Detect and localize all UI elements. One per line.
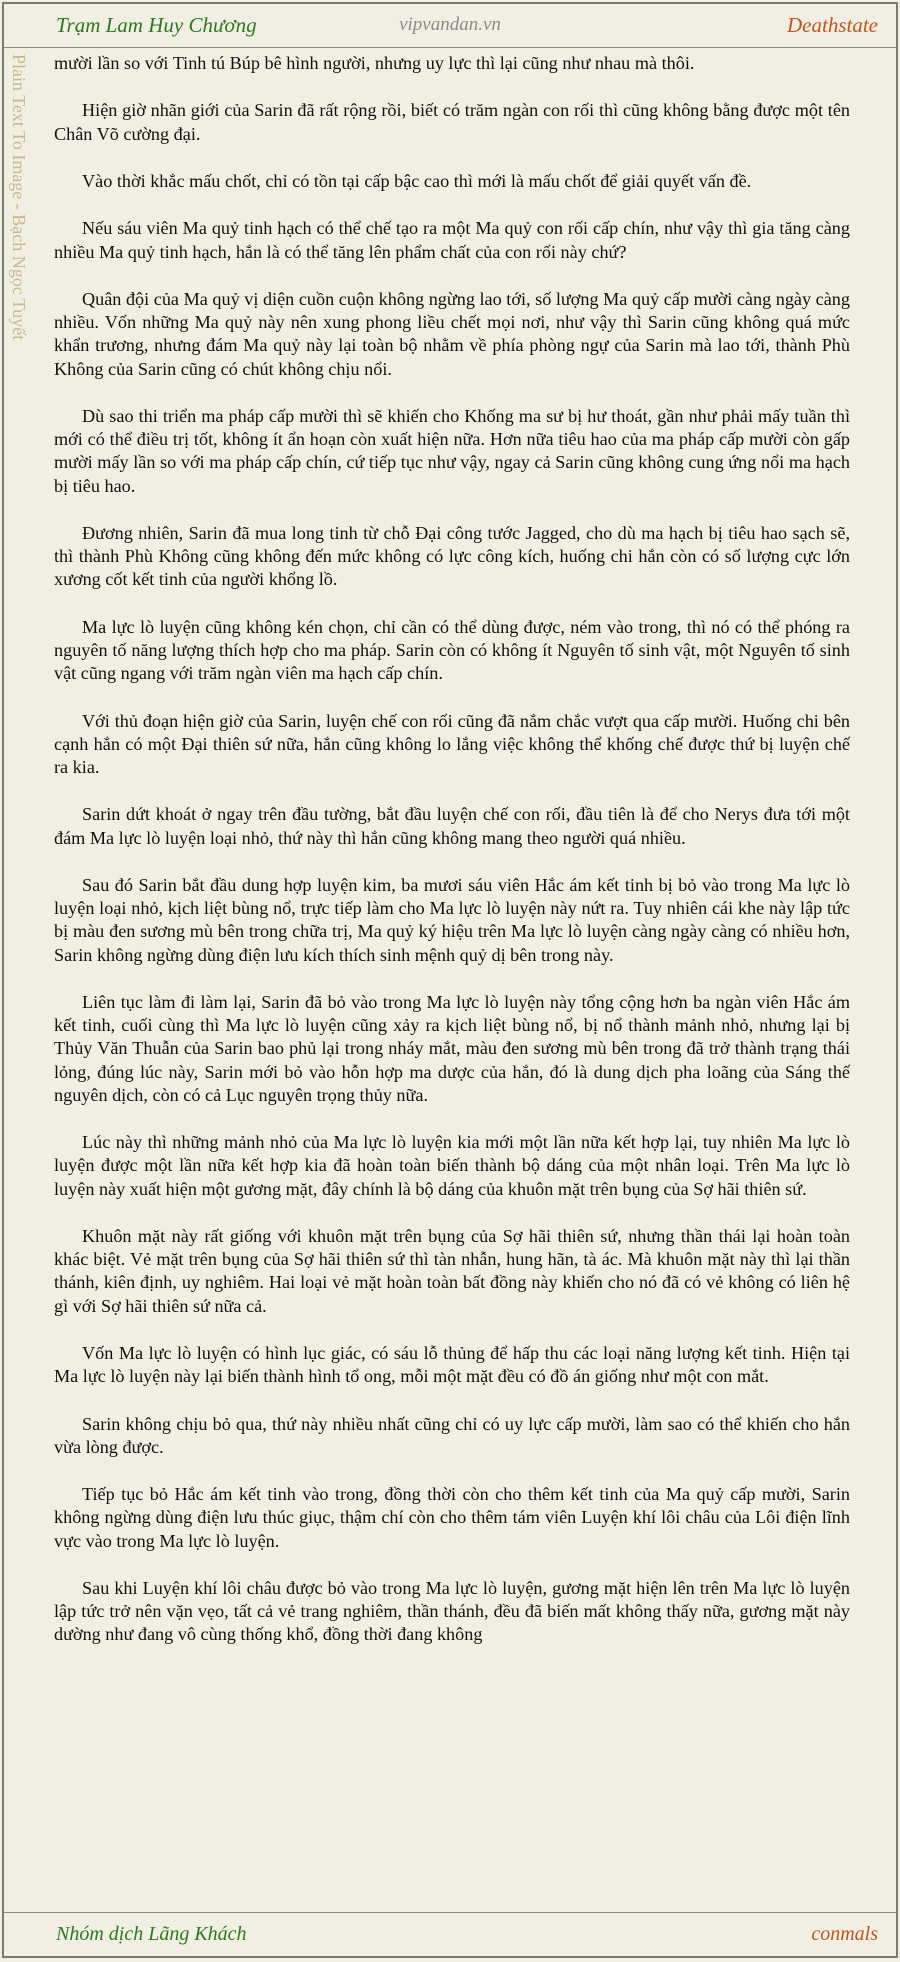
paragraph: Với thủ đoạn hiện giờ của Sarin, luyện chế con rối cũng đã nắm chắc vượt qua cấp mười. Huống chi bên cạnh hắn có một Đại thiên sứ nữa, hắn cũng không lo lắng việc không thể khống chế được thứ bị luyện chế ra kia. [54,710,850,777]
footer-uploader: conmals [811,1923,878,1945]
paragraph: Ma lực lò luyện cũng không kén chọn, chỉ cần có thể dùng được, ném vào trong, thì nó có thể phóng ra nguyên tố năng lượng thích hợp cho ma pháp. Sarin còn có không ít Nguyên tố sinh vật, một Nguyên tố sinh vật cũng ngang với trăm ngàn viên ma hạch cấp chín. [54,616,850,684]
footer-translation-group: Nhóm dịch Lãng Khách [56,1923,247,1945]
page [2,2,898,1958]
paragraph: Quân đội của Ma quỷ vị diện cuồn cuộn không ngừng lao tới, số lượng Ma quỷ cấp mười càng ngày càng nhiều. Vốn những Ma quỷ này nên xung phong liều chết mọi nơi, như vậy thì Sarin cũng không quá mức khẩn trương, nhưng đám Ma quỷ này lại toàn bộ nhằm về phía phòng ngự của Sarin mà lao tới, thành Phù Không của Sarin cũng có chút không chịu nổi. [54,288,850,379]
chapter-text [54,52,850,1671]
header-editor-name: Deathstate [787,13,878,37]
header-translator-team: Trạm Lam Huy Chương [56,13,257,37]
paragraph: Sau đó Sarin bắt đầu dung hợp luyện kim, ba mươi sáu viên Hắc ám kết tinh bị bỏ vào trong Ma lực lò luyện loại nhỏ, kịch liệt bùng nổ, trực tiếp làm cho Ma lực lò luyện này nứt ra. Tuy nhiên cái khe này lập tức bị màu đen sương mù bên trong chữa trị, Ma quỷ ký hiệu trên Ma lực lò luyện càng ngày càng có nhiều hơn, Sarin không ngừng dùng điện lưu kích thích sinh mệnh quỷ dị bên trong này. [54,874,850,965]
paragraph: Hiện giờ nhãn giới của Sarin đã rất rộng rồi, biết có trăm ngàn con rối thì cũng không bằng được một tên Chân Võ cường đại. [54,100,850,144]
paragraph: Sau khi Luyện khí lôi châu được bỏ vào trong Ma lực lò luyện, gương mặt hiện lên trên Ma lực lò luyện lập tức trở nên vặn vẹo, tất cả vẻ trang nghiêm, thần thánh, đều đã biến mất không thấy nữa, gương mặt này dường như đang vô cùng thống khổ, đồng thời đang không [54,1577,850,1645]
paragraph: Sarin dứt khoát ở ngay trên đầu tường, bắt đầu luyện chế con rối, đầu tiên là để cho Nerys đưa tới một đám Ma lực lò luyện loại nhỏ, thứ này thì hắn cũng không mang theo người quá nhiều. [54,804,850,848]
paragraph: Tiếp tục bỏ Hắc ám kết tinh vào trong, đồng thời còn cho thêm kết tinh của Ma quỷ cấp mười, Sarin không ngừng dùng điện lưu thúc giục, thậm chí còn cho thêm tám viên Luyện khí lôi châu của Lôi điện lĩnh vực vào trong Ma lực lò luyện. [54,1484,850,1551]
paragraph: Vào thời khắc mấu chốt, chỉ có tồn tại cấp bậc cao thì mới là mấu chốt để giải quyết vấn đề. [82,170,752,191]
paragraph: Dù sao thi triển ma pháp cấp mười thì sẽ khiến cho Khống ma sư bị hư thoát, gần như phải mấy tuần thì mới có thể điều trị tốt, không ít ẩn hoạn còn xuất hiện nữa. Hơn nữa tiêu hao của ma pháp cấp mười còn gấp mười mấy lần so với ma pháp cấp chín, cứ tiếp tục như vậy, ngay cả Sarin cũng không cung ứng nổi ma hạch bị tiêu hao. [54,405,850,496]
paragraph: Sarin không chịu bỏ qua, thứ này nhiều nhất cũng chỉ có uy lực cấp mười, làm sao có thể khiến cho hắn vừa lòng được. [54,1413,850,1457]
paragraph: Vốn Ma lực lò luyện có hình lục giác, có sáu lỗ thủng để hấp thu các loại năng lượng kết tinh. Hiện tại Ma lực lò luyện này lại biến thành hình tổ ong, mỗi một mặt đều có đồ án giống như một con mắt. [54,1342,850,1387]
paragraph: mười lần so với Tinh tú Búp bê hình người, nhưng uy lực thì lại cũng như nhau mà thôi. [54,53,695,73]
paragraph: Đương nhiên, Sarin đã mua long tinh từ chỗ Đại công tước Jagged, cho dù ma hạch bị tiêu hao sạch sẽ, thì thành Phù Không cũng không đến mức không có lực công kích, huống chi hắn còn có số lượng cực lớn xương cốt kết tinh của người khổng lồ. [54,522,850,590]
side-watermark-text: Plain Text To Image - Bạch Ngọc Tuyết [9,54,29,341]
page-footer [4,1912,896,1956]
paragraph: Khuôn mặt này rất giống với khuôn mặt trên bụng của Sợ hãi thiên sứ, nhưng thần thái lại hoàn toàn khác biệt. Vẻ mặt trên bụng của Sợ hãi thiên sứ thì tàn nhẫn, hung hãn, tà ác. Mà khuôn mặt này thì lại thần thánh, kiên định, uy nghiêm. Hai loại vẻ mặt hoàn toàn bất đồng này khiến cho nó đã có vẻ không có liên hệ gì với Sợ hãi thiên sứ nữa cả. [54,1225,850,1316]
paragraph: Lúc này thì những mảnh nhỏ của Ma lực lò luyện kia mới một lần nữa kết hợp lại, tuy nhiên Ma lực lò luyện được một lần nữa kết hợp kia đã hoàn toàn biến thành bộ dáng của một nhân loại. Trên Ma lực lò luyện này xuất hiện một gương mặt, đây chính là bộ dáng của khuôn mặt trên bụng của Sợ hãi thiên sứ. [54,1132,850,1199]
header-site-name: vipvandan.vn [399,14,501,35]
page-header [4,4,896,48]
paragraph: Liên tục làm đi làm lại, Sarin đã bỏ vào trong Ma lực lò luyện này tổng cộng hơn ba ngàn viên Hắc ám kết tinh, cuối cùng thì Ma lực lò luyện cũng xảy ra kịch liệt bùng nổ, bị nổ thành mảnh nhỏ, nhưng lại bị Thủy Văn Thuẫn của Sarin bao phủ lại trong nháy mắt, màu đen sương mù bên trong đã trở thành trạng thái lỏng, đúng lúc này, Sarin mới bỏ vào hỗn hợp ma dược của hắn, đó là dung dịch pha loãng của Sáng thế nguyên dịch, còn có cả Lục nguyên trọng thủy nữa. [54,991,850,1105]
paragraph: Nếu sáu viên Ma quỷ tinh hạch có thể chế tạo ra một Ma quỷ con rối cấp chín, như vậy thì gia tăng càng nhiều Ma quỷ tinh hạch, hắn là có thể tăng lên phẩm chất của con rối này chứ? [54,218,850,262]
side-watermark [10,54,48,374]
